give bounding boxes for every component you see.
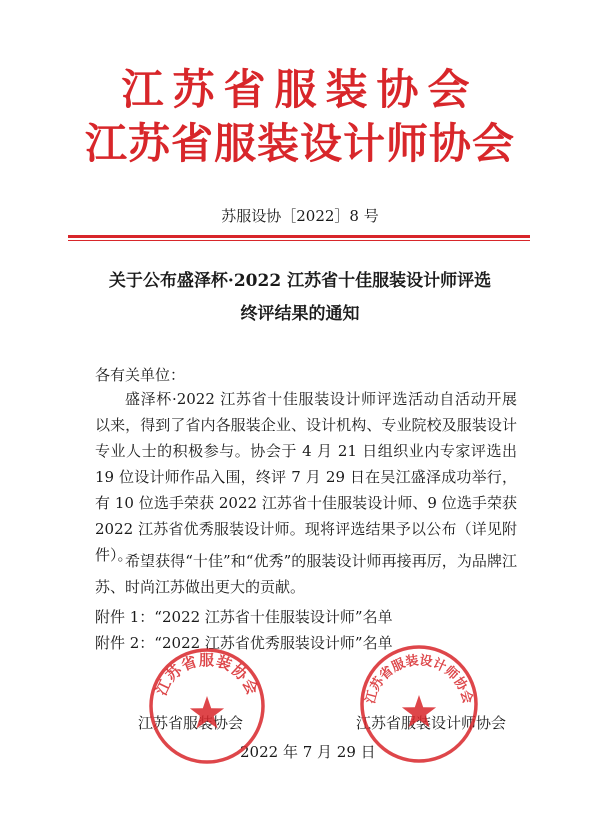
- official-seal-right: [358, 643, 480, 765]
- attachment-1: 附件 1：“2022 江苏省十佳服装设计师”名单: [95, 608, 393, 626]
- notice-title-line-1: 关于公布盛泽杯·2022 江苏省十佳服装设计师评选: [108, 271, 492, 291]
- notice-title-line-2: 终评结果的通知: [240, 304, 360, 324]
- body-paragraph-1: 盛泽杯·2022 江苏省十佳服装设计师评选活动自活动开展以来，得到了省内各服装企业、设计机构、专业院校及服装设计专业人士的积极参与。协会于 4 月 21 日组织业内专家评选出 19 位设计师作品入围，终评 7 月 29 日在吴江盛泽成功举行，有 10 位选手荣获 2022 江苏省十佳服装设计师、9 位选手荣获 2022 江苏省优秀服装设计师。现将评选结果予以公布（详见附件）。: [95, 390, 517, 564]
- salutation: 各有关单位：: [95, 366, 186, 384]
- star-icon: [190, 696, 224, 729]
- seal-right-text: 江苏省服装设计师协会: [363, 653, 475, 706]
- red-divider-thick: [68, 235, 530, 238]
- signature-left: 江苏省服装协会: [138, 714, 244, 732]
- attachment-2: 附件 2：“2022 江苏省优秀服装设计师”名单: [95, 634, 393, 652]
- signature-right: 江苏省服装设计师协会: [356, 714, 507, 732]
- issuer-name-1: 江苏省服装协会: [121, 65, 479, 114]
- issue-date: 2022 年 7 月 29 日: [240, 743, 376, 761]
- seal-left-text: 江苏省服装协会: [152, 651, 262, 699]
- body-paragraph-2: 希望获得“十佳”和“优秀”的服装设计师再接再厉，为品牌江苏、时尚江苏做出更大的贡献。: [95, 552, 517, 596]
- star-icon: [402, 695, 436, 728]
- red-divider-thin: [68, 240, 530, 241]
- issuer-name-2: 江苏省服装设计师协会: [84, 119, 515, 168]
- document-number: 苏服设协［2022］8 号: [221, 207, 379, 225]
- official-seal-left: [147, 646, 267, 766]
